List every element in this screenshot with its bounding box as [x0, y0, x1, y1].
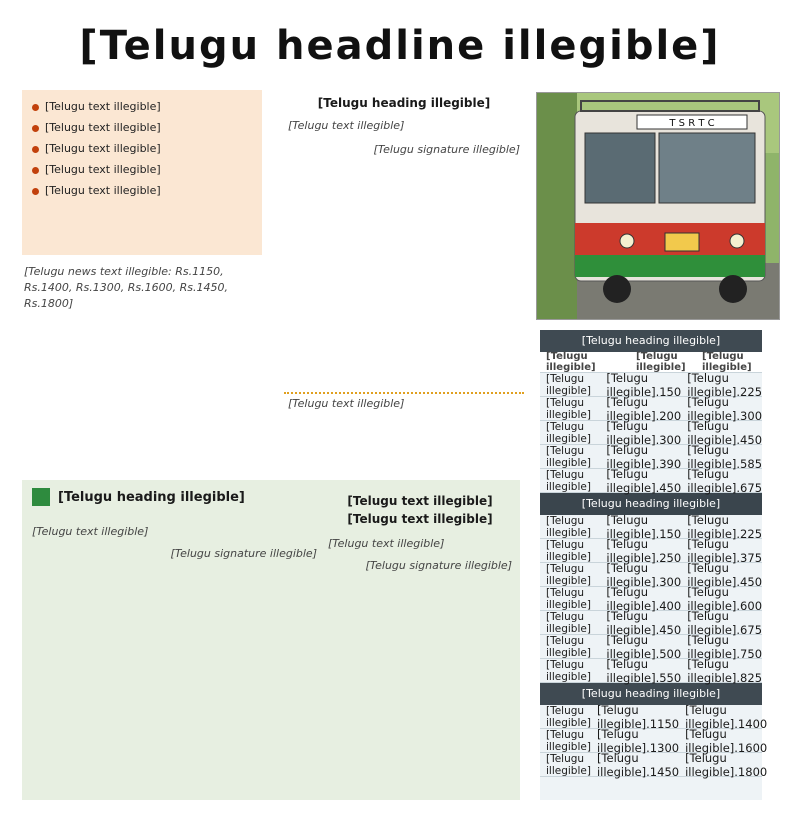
fare-row: [540, 370, 763, 399]
highlight-item: [32, 184, 252, 197]
fare-row: [540, 418, 763, 447]
fare-table: [540, 330, 768, 800]
fare-row: [540, 632, 763, 661]
fare-row: [540, 466, 763, 495]
article-text: [Telugu news text illegible: Rs.1150, Rs.1400, Rs.1300, Rs.1600, Rs.1450, Rs.1800]: [24, 265, 228, 310]
fare-table-header: [Telugu heading illegible]: [540, 330, 762, 352]
fare-old: [Telugu illegible].550: [606, 656, 682, 685]
fare-new: [Telugu illegible].1600: [685, 726, 768, 755]
fare-row: [540, 656, 763, 685]
col-header-type: [Telugu illegible]: [546, 351, 596, 373]
fare-distance: [Telugu illegible]: [546, 658, 591, 683]
monthly-fare-rows: [540, 702, 768, 779]
fare-distance: [Telugu illegible]: [546, 610, 591, 635]
fare-row: [540, 512, 763, 541]
bus-photo: [536, 92, 780, 320]
fare-distance: [Telugu illegible]: [546, 372, 591, 397]
fare-row: [540, 442, 763, 471]
fare-old: [Telugu illegible].1450: [596, 750, 680, 779]
article-left-column: [22, 262, 268, 472]
fare-distance: [Telugu illegible]: [546, 538, 591, 563]
bullet-icon: [32, 125, 39, 132]
fare-row: [540, 702, 768, 731]
govt-left-text: [Telugu text illegible]: [32, 525, 149, 538]
government-article-box: [22, 480, 520, 800]
highlight-item: [32, 163, 252, 176]
fare-old: [Telugu illegible].390: [606, 442, 682, 471]
middle-text: [Telugu text illegible]: [288, 119, 405, 132]
bullet-icon: [32, 188, 39, 195]
fare-new: [Telugu illegible].1400: [685, 702, 768, 731]
fare-distance: [Telugu illegible]: [546, 420, 591, 445]
fare-new: [Telugu illegible].450: [687, 560, 763, 589]
fare-new: [Telugu illegible].825: [687, 656, 763, 685]
district-header: [Telugu heading illegible]: [540, 493, 762, 515]
fare-new: [Telugu illegible].675: [687, 608, 763, 637]
fare-old: [Telugu illegible].150: [606, 512, 682, 541]
fare-row: [540, 750, 768, 779]
continuation-text: [Telugu text illegible]: [288, 397, 405, 410]
govt-left-column: [32, 524, 317, 562]
fare-distance: [Telugu illegible]: [546, 562, 591, 587]
bus-illustration: [537, 93, 780, 320]
fare-distance: [Telugu illegible]: [546, 514, 591, 539]
fare-new: [Telugu illegible].750: [687, 632, 763, 661]
govt-right-text: [Telugu text illegible]: [328, 537, 445, 550]
fare-new: [Telugu illegible].585: [687, 442, 763, 471]
fare-old: [Telugu illegible].450: [606, 608, 682, 637]
govt-right-title: [328, 492, 512, 528]
fare-new: [Telugu illegible].300: [687, 394, 763, 423]
monthly-header: [Telugu heading illegible]: [540, 683, 762, 705]
highlight-item: [32, 142, 252, 155]
fare-new: [Telugu illegible].225: [687, 370, 763, 399]
fare-new: [Telugu illegible].375: [687, 536, 763, 565]
fare-new: [Telugu illegible].600: [687, 584, 763, 613]
fare-distance: [Telugu illegible]: [546, 752, 591, 777]
fare-old: [Telugu illegible].400: [606, 584, 682, 613]
fare-old: [Telugu illegible].250: [606, 536, 682, 565]
fare-new: [Telugu illegible].675: [687, 466, 763, 495]
govt-right-title-line1: [Telugu text illegible]: [347, 494, 493, 508]
fare-old: [Telugu illegible].300: [606, 418, 682, 447]
highlight-item: [32, 121, 252, 134]
highlight-text: [Telugu text illegible]: [45, 163, 161, 176]
highlight-text: [Telugu text illegible]: [45, 121, 161, 134]
fare-old: [Telugu illegible].200: [606, 394, 682, 423]
fare-distance: [Telugu illegible]: [546, 468, 591, 493]
fare-row: [540, 584, 763, 613]
headline: [Telugu headline illegible]: [79, 23, 721, 69]
highlight-item: [32, 100, 252, 113]
fare-new: [Telugu illegible].450: [687, 418, 763, 447]
fare-distance: [Telugu illegible]: [546, 634, 591, 659]
govt-left-signature: [Telugu signature illegible]: [170, 547, 317, 560]
highlights-panel: [22, 90, 262, 255]
fare-distance: [Telugu illegible]: [546, 586, 591, 611]
fare-row: [540, 726, 768, 755]
fare-old: [Telugu illegible].300: [606, 560, 682, 589]
govt-right-title-line2: [Telugu text illegible]: [347, 512, 493, 526]
middle-signature: [Telugu signature illegible]: [373, 143, 520, 156]
article-continuation: [284, 392, 524, 472]
fare-old: [Telugu illegible].450: [606, 466, 682, 495]
highlight-text: [Telugu text illegible]: [45, 184, 161, 197]
highlight-text: [Telugu text illegible]: [45, 142, 161, 155]
district-fare-rows: [540, 512, 763, 685]
middle-heading: [Telugu heading illegible]: [317, 96, 491, 110]
fare-old: [Telugu illegible].150: [606, 370, 682, 399]
fare-distance: [Telugu illegible]: [546, 704, 591, 729]
bullet-icon: [32, 104, 39, 111]
fare-new: [Telugu illegible].1800: [685, 750, 768, 779]
fare-distance: [Telugu illegible]: [546, 728, 591, 753]
fare-row: [540, 560, 763, 589]
col-header-old: [Telugu illegible]: [636, 351, 686, 373]
city-fare-rows: [540, 370, 763, 495]
bus-board-text: T S R T C: [669, 118, 715, 129]
fare-distance: [Telugu illegible]: [546, 396, 591, 421]
bullet-icon: [32, 167, 39, 174]
govt-right-column: [328, 492, 512, 574]
fare-old: [Telugu illegible].500: [606, 632, 682, 661]
govt-title: [Telugu heading illegible]: [58, 489, 245, 505]
govt-right-signature: [Telugu signature illegible]: [365, 559, 512, 572]
fare-row: [540, 608, 763, 637]
fare-old: [Telugu illegible].1300: [596, 726, 680, 755]
bullet-icon: [32, 146, 39, 153]
fare-new: [Telugu illegible].225: [687, 512, 763, 541]
fare-row: [540, 536, 763, 565]
fare-old: [Telugu illegible].1150: [596, 702, 680, 731]
article-middle-column: [284, 92, 524, 382]
fare-distance: [Telugu illegible]: [546, 444, 591, 469]
square-icon: [32, 488, 50, 506]
fare-row: [540, 394, 763, 423]
col-header-new: [Telugu illegible]: [702, 351, 752, 373]
highlight-text: [Telugu text illegible]: [45, 100, 161, 113]
